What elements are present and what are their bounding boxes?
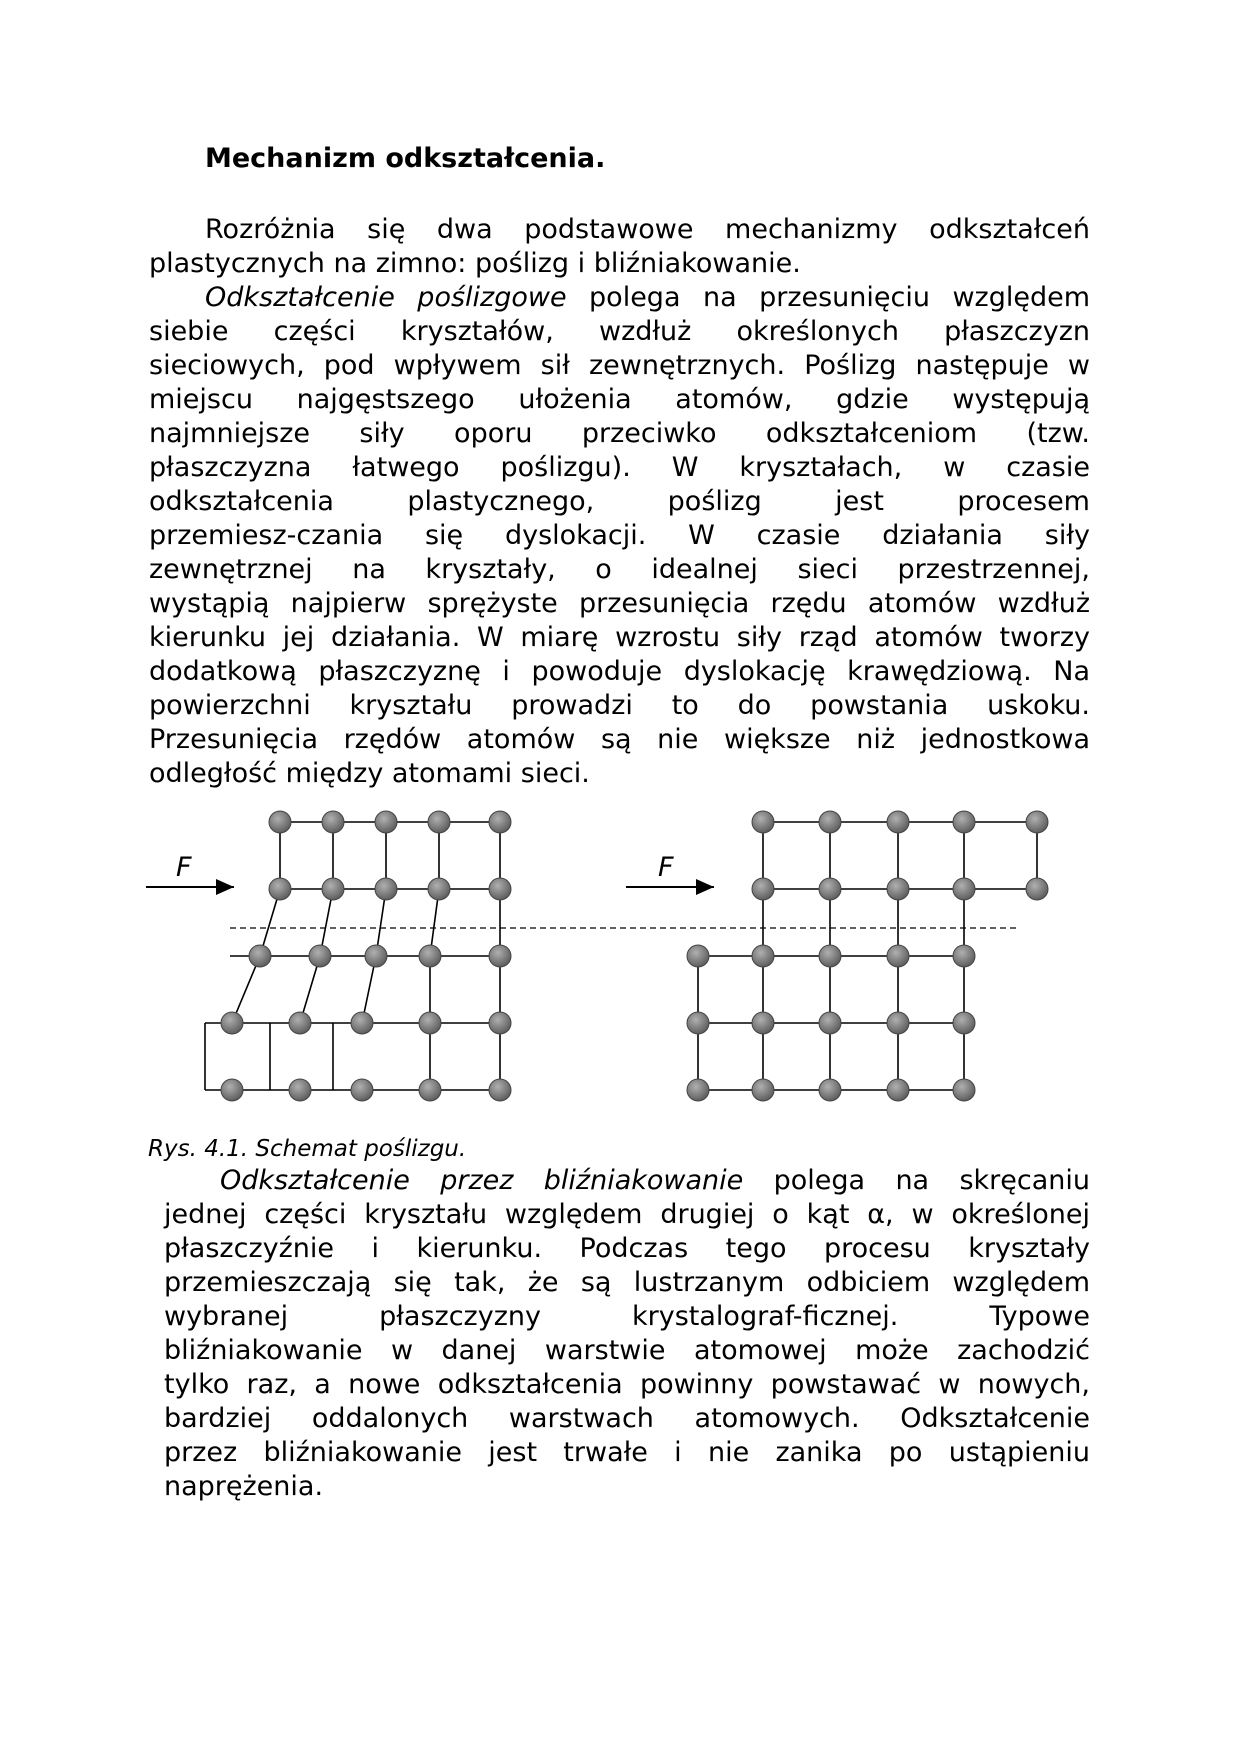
slip-term: Odkształcenie poślizgowe — [205, 282, 567, 313]
paragraph-line: dodatkową płaszczyznę i powoduje dyslokację krawędziową. Na — [149, 656, 1090, 687]
slip-section-text — [149, 213, 1090, 791]
figure-caption: Rys. 4.1. Schemat poślizgu. — [148, 1136, 467, 1162]
slip-first-line-rest: polega na przesunięciu względem — [566, 282, 1090, 313]
paragraph-line: jednej części kryształu względem drugiej o kąt α, w określonej — [164, 1199, 1090, 1230]
paragraph-line: przemieszczają się tak, że są lustrzanym odbiciem względem — [164, 1267, 1090, 1298]
paragraph-line: sieciowych, pod wpływem sił zewnętrznych. Poślizg następuje w — [149, 350, 1090, 381]
twin-term: Odkształcenie przez bliźniakowanie — [220, 1165, 744, 1196]
paragraph-line: najmniejsze siły oporu przeciwko odkształceniom (tzw. — [149, 418, 1090, 449]
lattice-after-slip — [698, 822, 1037, 1090]
paragraph-line: wystąpią najpierw sprężyste przesunięcia rzędu atomów wzdłuż — [149, 588, 1090, 619]
force-label-right: F — [658, 852, 674, 883]
paragraph-line: bliźniakowanie w danej warstwie atomowej może zachodzić — [164, 1335, 1090, 1366]
twin-first-line-rest: polega na skręcaniu — [743, 1165, 1091, 1196]
paragraph-line: Przesunięcia rzędów atomów są nie większe niż jednostkowa — [149, 724, 1090, 755]
paragraph-line: płaszczyźnie i kierunku. Podczas tego procesu kryształy — [164, 1233, 1090, 1264]
paragraph-line: odkształcenia plastycznego, poślizg jest procesem — [149, 486, 1090, 517]
paragraph-line: płaszczyzna łatwego poślizgu). W kryształach, w czasie — [149, 452, 1090, 483]
paragraph-line: tylko raz, a nowe odkształcenia powinny powstawać w nowych, — [164, 1369, 1090, 1400]
force-label-left: F — [176, 852, 192, 883]
paragraph-line: odległość między atomami sieci. — [149, 758, 590, 789]
paragraph-line: plastycznych na zimno: poślizg i bliźniakowanie. — [149, 248, 801, 279]
paragraph-line: kierunku jej działania. W miarę wzrostu siły rząd atomów tworzy — [149, 622, 1090, 653]
slip-diagram — [130, 795, 1060, 1115]
paragraph-line: naprężenia. — [164, 1471, 324, 1502]
paragraph-line: miejscu najgęstszego ułożenia atomów, gdzie występują — [149, 384, 1090, 415]
paragraph-line — [164, 1164, 1090, 1198]
paragraph-line: wybranej płaszczyzny krystalograf-ficznej. Typowe — [164, 1301, 1090, 1332]
paragraph-line: siebie części kryształów, wzdłuż określonych płaszczyzn — [149, 316, 1090, 347]
paragraph-line: bardziej oddalonych warstwach atomowych. Odkształcenie — [164, 1403, 1090, 1434]
twinning-section-text — [164, 1164, 1090, 1504]
paragraph-line — [149, 281, 1090, 315]
paragraph-line: zewnętrznej na kryształy, o idealnej sieci przestrzennej, — [149, 554, 1090, 585]
paragraph-line: Rozróżnia się dwa podstawowe mechanizmy odkształceń — [205, 214, 1090, 245]
paragraph-line: powierzchni kryształu prowadzi to do powstania uskoku. — [149, 690, 1090, 721]
paragraph-line: przez bliźniakowanie jest trwałe i nie zanika po ustąpieniu — [164, 1437, 1090, 1468]
paragraph-line: przemiesz-czania się dyslokacji. W czasie działania siły — [149, 520, 1090, 551]
section-heading: Mechanizm odkształcenia. — [205, 143, 606, 174]
